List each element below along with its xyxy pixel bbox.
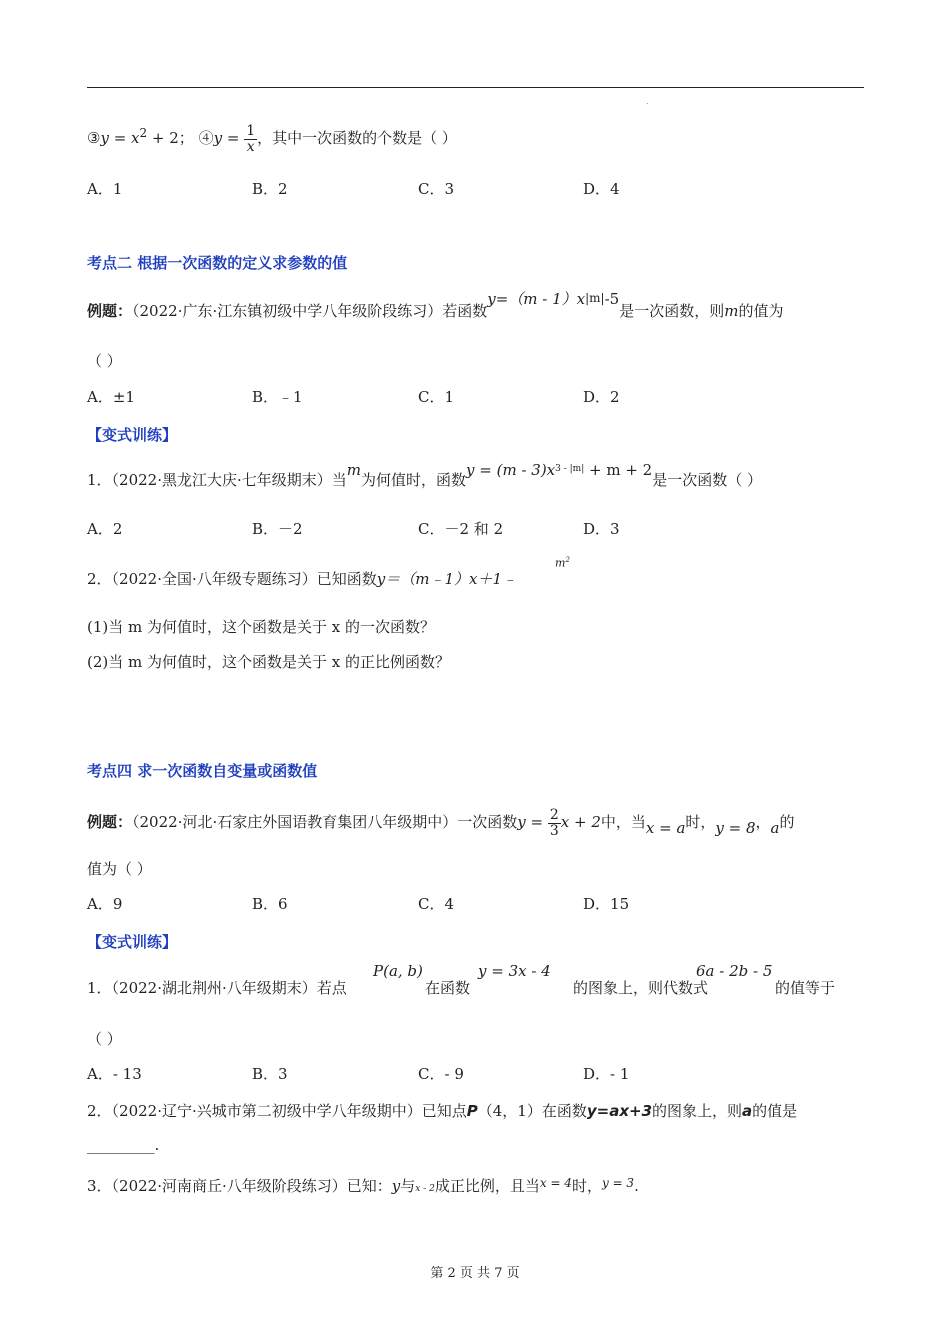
- page-footer: 第 2 页 共 7 页: [430, 1266, 520, 1281]
- sec2-q1-option-a: A．2: [87, 520, 123, 538]
- header-rule: [87, 87, 864, 88]
- sec4-q1-option-a: A．- 13: [87, 1065, 142, 1083]
- prev-option-d: D．4: [583, 180, 620, 198]
- section-4-title: 考点四 求一次函数自变量或函数值: [87, 762, 318, 780]
- sec4-q1-mid: 在函数: [425, 979, 471, 997]
- sec4-q2-blank: _________.: [87, 1136, 160, 1154]
- sec2-variant-label: 【变式训练】: [87, 426, 178, 444]
- sec2-q1-option-b: B．－2: [252, 520, 303, 538]
- sec4-q1-point: P(a, b): [373, 962, 423, 980]
- sec2-q1: 1．（2022·黑龙江大庆·七年级期末）当m为何值时，函数$y = (m - 3)x^{3 - |m|} + m + 2$是一次函数（ ）: [87, 461, 762, 489]
- sec4-q1-expression: 6a - 2b - 5: [696, 962, 773, 980]
- section-2-title: 考点二 根据一次函数的定义求参数的值: [87, 254, 348, 272]
- fraction-2-over-3: $\frac{2}{3}$: [549, 807, 559, 839]
- sec2-q2-part1: (1)当 m 为何值时，这个函数是关于 x 的一次函数？: [87, 618, 436, 636]
- sec4-option-a: A．9: [87, 895, 123, 913]
- prev-question-line: ③y = $x^2 + 2$； ④y = $\frac{1}{x}$ ，其中一次函数的个数是（ ）: [87, 123, 457, 155]
- sec4-option-b: B．6: [252, 895, 288, 913]
- sec4-q1-option-c: C．- 9: [418, 1065, 464, 1083]
- sec4-variant-label: 【变式训练】: [87, 933, 178, 951]
- sec4-q1-function: y = 3x - 4: [478, 962, 551, 980]
- prev-option-b: B．2: [252, 180, 288, 198]
- prev-option-c: C．3: [418, 180, 455, 198]
- prev-option-a: A．1: [87, 180, 123, 198]
- sec2-q2: 2．（2022·全国·八年级专题练习）已知函数y＝（m﹣1）x＋1﹣: [87, 570, 518, 588]
- sec2-q2-part2: (2)当 m 为何值时，这个函数是关于 x 的正比例函数？: [87, 653, 451, 671]
- sec4-q1-option-d: D．- 1: [583, 1065, 630, 1083]
- sec2-q2-exponent: $m^2$: [555, 556, 570, 570]
- sec2-option-c: C．1: [418, 388, 455, 406]
- sec2-q1-option-d: D．3: [583, 520, 620, 538]
- sec2-option-b: B．﹣1: [252, 388, 303, 406]
- header-dot: .: [646, 97, 649, 106]
- sec2-q1-option-c: C．－2 和 2: [418, 520, 504, 538]
- sec4-example: 例题：（2022·河北·石家庄外国语教育集团八年级期中）一次函数y = $\frac{2}{3}$ x + 2中，当x = a时，y = 8，a的: [87, 807, 795, 839]
- sec2-example: 例题：（2022·广东·江东镇初级中学八年级阶段练习）若函数$y=(m - 1)x^{|m|}-5$是一次函数，则m的值为: [87, 290, 784, 320]
- sec4-q1-end: 的值等于: [775, 979, 836, 997]
- sec4-q1-paren: （ ）: [87, 1030, 122, 1048]
- sec4-example-line2: 值为（ ）: [87, 860, 152, 878]
- sec2-option-d: D．2: [583, 388, 620, 406]
- sec2-example-paren: （ ）: [87, 352, 122, 370]
- sec4-q1-option-b: B．3: [252, 1065, 288, 1083]
- sec4-q1-mid2: 的图象上，则代数式: [573, 979, 709, 997]
- sec4-q1: 1．（2022·湖北荆州·八年级期末）若点: [87, 979, 347, 997]
- sec4-q2: 2．（2022·辽宁·兴城市第二初级中学八年级期中）已知点P（4，1）在函数y=ax+3的图象上，则a的值是: [87, 1102, 798, 1120]
- fraction-1-over-x: $\frac{1}{x}$: [246, 123, 256, 155]
- sec4-q3: 3．（2022·河南商丘·八年级阶段练习）已知：y与x - 2成正比例，且当$^{x = 4}$时，$^{y = 3}$.: [87, 1176, 639, 1195]
- sec2-option-a: A．±1: [87, 388, 135, 406]
- sec4-option-c: C．4: [418, 895, 455, 913]
- sec4-option-d: D．15: [583, 895, 630, 913]
